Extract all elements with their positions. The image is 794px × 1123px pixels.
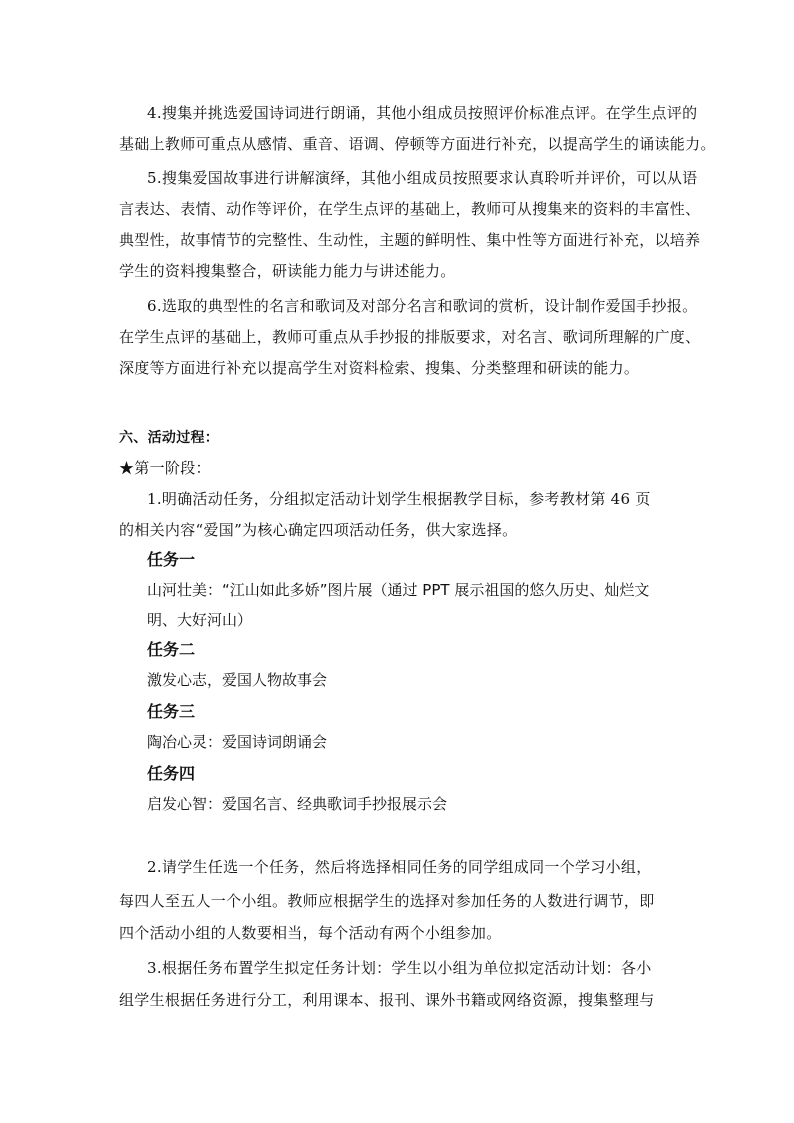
step-2-line-2: 每四人至五人一个小组。教师应根据学生的选择对参加任务的人数进行调节，即 [119, 892, 655, 910]
section-title [119, 428, 689, 448]
task-4-line-1: 启发心智：爱国名言、经典歌词手抄报展示会 [147, 795, 448, 813]
paragraph-5-line-2: 言表达、表情、动作等评价，在学生点评的基础上，教师可从搜集来的资料的丰富性、 [119, 200, 701, 218]
paragraph-4-line-2: 基础上教师可重点从感情、重音、语调、停顿等方面进行补充，以提高学生的诵读能力。 [119, 135, 716, 153]
step-2-line-3: 四个活动小组的人数要相当，每个活动有两个小组参加。 [119, 924, 502, 942]
task-3-heading: 任务三 [147, 702, 196, 721]
task-1-line-2: 明、大好河山） [147, 611, 253, 629]
section-title-text: 活动过程： [147, 430, 220, 446]
task-2-heading: 任务二 [147, 640, 196, 659]
stage-1-heading: ★第一阶段： [119, 459, 211, 477]
step-3-line-1: 3.根据任务布置学生拟定任务计划：学生以小组为单位拟定活动计划：各小 [147, 959, 652, 977]
paragraph-5-line-4: 学生的资料搜集整合，研读能力能力与讲述能力。 [119, 262, 456, 280]
paragraph-6-line-1: 6.选取的典型性的名言和歌词及对部分名言和歌词的赏析，设计制作爱国手抄报。 [147, 297, 698, 315]
task-4-heading: 任务四 [147, 764, 196, 783]
step-1-line-2: 的相关内容“爱国”为核心确定四项活动任务，供大家选择。 [119, 521, 518, 539]
paragraph-6-line-2: 在学生点评的基础上，教师可重点从手抄报的排版要求，对名言、歌词所理解的广度、 [119, 328, 701, 346]
task-3-line-1: 陶冶心灵：爱国诗词朗诵会 [147, 733, 328, 751]
paragraph-5-line-1: 5.搜集爱国故事进行讲解演绎，其他小组成员按照要求认真聆听并评价，可以从语 [147, 169, 698, 187]
paragraph-6-line-3: 深度等方面进行补充以提高学生对资料检索、搜集、分类整理和研读的能力。 [119, 359, 640, 377]
step-1-line-1: 1.明确活动任务，分组拟定活动计划学生根据教学目标，参考教材第 46 页 [147, 490, 651, 508]
task-1-line-1: 山河壮美：“江山如此多娇”图片展（通过 PPT 展示祖国的悠久历史、灿烂文 [147, 581, 650, 599]
task-2-line-1: 激发心志，爱国人物故事会 [147, 671, 328, 689]
step-3-line-2: 组学生根据任务进行分工，利用课本、报刊、课外书籍或网络资源，搜集整理与 [119, 991, 655, 1009]
section-title-prefix: 六、 [119, 430, 148, 446]
task-1-heading: 任务一 [147, 550, 196, 569]
paragraph-4-line-1: 4.搜集并挑选爱国诗词进行朗诵，其他小组成员按照评价标准点评。在学生点评的 [147, 104, 698, 122]
paragraph-5-line-3: 典型性，故事情节的完整性、生动性，主题的鲜明性、集中性等方面进行补充，以培养 [119, 231, 701, 249]
step-2-line-1: 2.请学生任选一个任务，然后将选择相同任务的同学组成同一个学习小组， [147, 858, 652, 876]
